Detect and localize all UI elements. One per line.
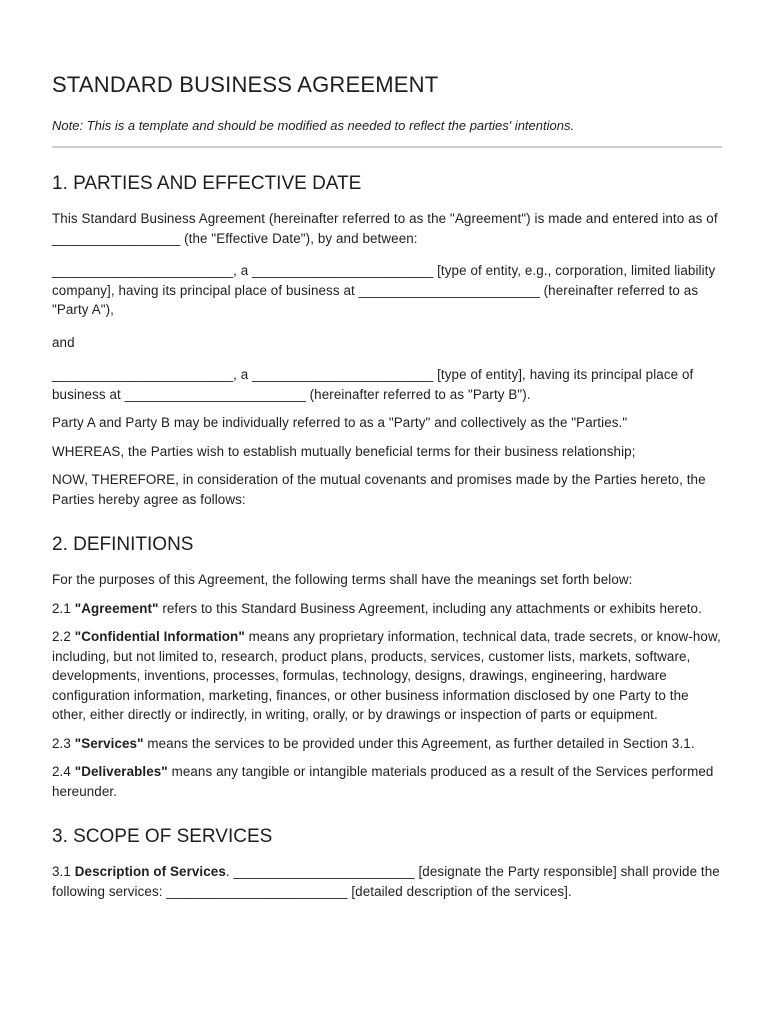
definition-services: [52, 734, 722, 754]
party-a-clause: ________________________, a ________________________ [type of entity, e.g., corporation, limited liability company], having its principal place of business at ________________________ (hereinafter referred to as "Party A"),: [52, 263, 716, 317]
definition-agreement: [52, 599, 722, 619]
document-title: STANDARD BUSINESS AGREEMENT: [52, 72, 439, 97]
section-heading-parties: 1. PARTIES AND EFFECTIVE DATE: [52, 173, 362, 194]
definition-confidential-information: [52, 627, 722, 725]
whereas-clause: WHEREAS, the Parties wish to establish mutually beneficial terms for their business relationship;: [52, 443, 636, 459]
now-therefore-clause: NOW, THEREFORE, in consideration of the mutual covenants and promises made by the Parties hereto, the Parties hereby agree as follows:: [52, 472, 706, 507]
divider: [52, 146, 722, 148]
definition-number: 2.2: [52, 629, 75, 644]
section-heading-definitions: 2. DEFINITIONS: [52, 534, 194, 555]
section-scope: [52, 825, 722, 901]
and-text: and: [52, 334, 75, 350]
defined-term: "Services": [74, 735, 144, 751]
clause-title: Description of Services: [74, 864, 226, 879]
party-b-clause: ________________________, a ________________________ [type of entity], having its principal place of business at ________________________ (hereinafter referred to as "Party B").: [52, 367, 694, 402]
parties-definition: Party A and Party B may be individually referred to as a "Party" and collectively as the "Parties.": [52, 415, 628, 430]
section-heading-scope: 3. SCOPE OF SERVICES: [52, 826, 273, 847]
definition-number: 2.4: [52, 764, 75, 779]
clause-text: . ________________________ [designate the Party responsible] shall provide the following services: ________________________ [detailed description of the services].: [52, 864, 720, 899]
definition-text: refers to this Standard Business Agreement, including any attachments or exhibits hereto.: [158, 600, 702, 616]
definition-text: means the services to be provided under this Agreement, as further detailed in Section 3.1.: [143, 735, 695, 751]
defined-term: "Agreement": [74, 600, 159, 616]
definition-deliverables: [52, 762, 722, 801]
section-definitions: [52, 533, 722, 801]
defined-term: "Confidential Information": [74, 629, 245, 644]
document-page: [52, 70, 722, 901]
parties-intro: This Standard Business Agreement (hereinafter referred to as the "Agreement") is made and entered into as of _________________ (the "Effective Date"), by and between:: [52, 211, 718, 246]
section-parties: [52, 172, 722, 509]
template-note: Note: This is a template and should be modified as needed to reflect the parties' intentions.: [52, 118, 575, 133]
description-of-services: [52, 862, 722, 901]
definition-text: means any proprietary information, technical data, trade secrets, or know-how, including, but not limited to, research, product plans, products, services, customer lists, markets, software, developments, inventions, processes, formulas, technology, designs, drawings, engineering, hardware configuration information, marketing, finances, or other business information disclosed by one Party to the other, either directly or indirectly, in writing, orally, or by drawings or inspection of parts or equipment.: [52, 629, 721, 722]
defined-term: "Deliverables": [74, 764, 168, 779]
definitions-intro: For the purposes of this Agreement, the following terms shall have the meanings set forth below:: [52, 572, 633, 587]
clause-number: 3.1: [52, 864, 75, 879]
definition-text: means any tangible or intangible materials produced as a result of the Services performed hereunder.: [52, 764, 714, 799]
definition-number: 2.3: [52, 735, 75, 751]
definition-number: 2.1: [52, 600, 75, 616]
